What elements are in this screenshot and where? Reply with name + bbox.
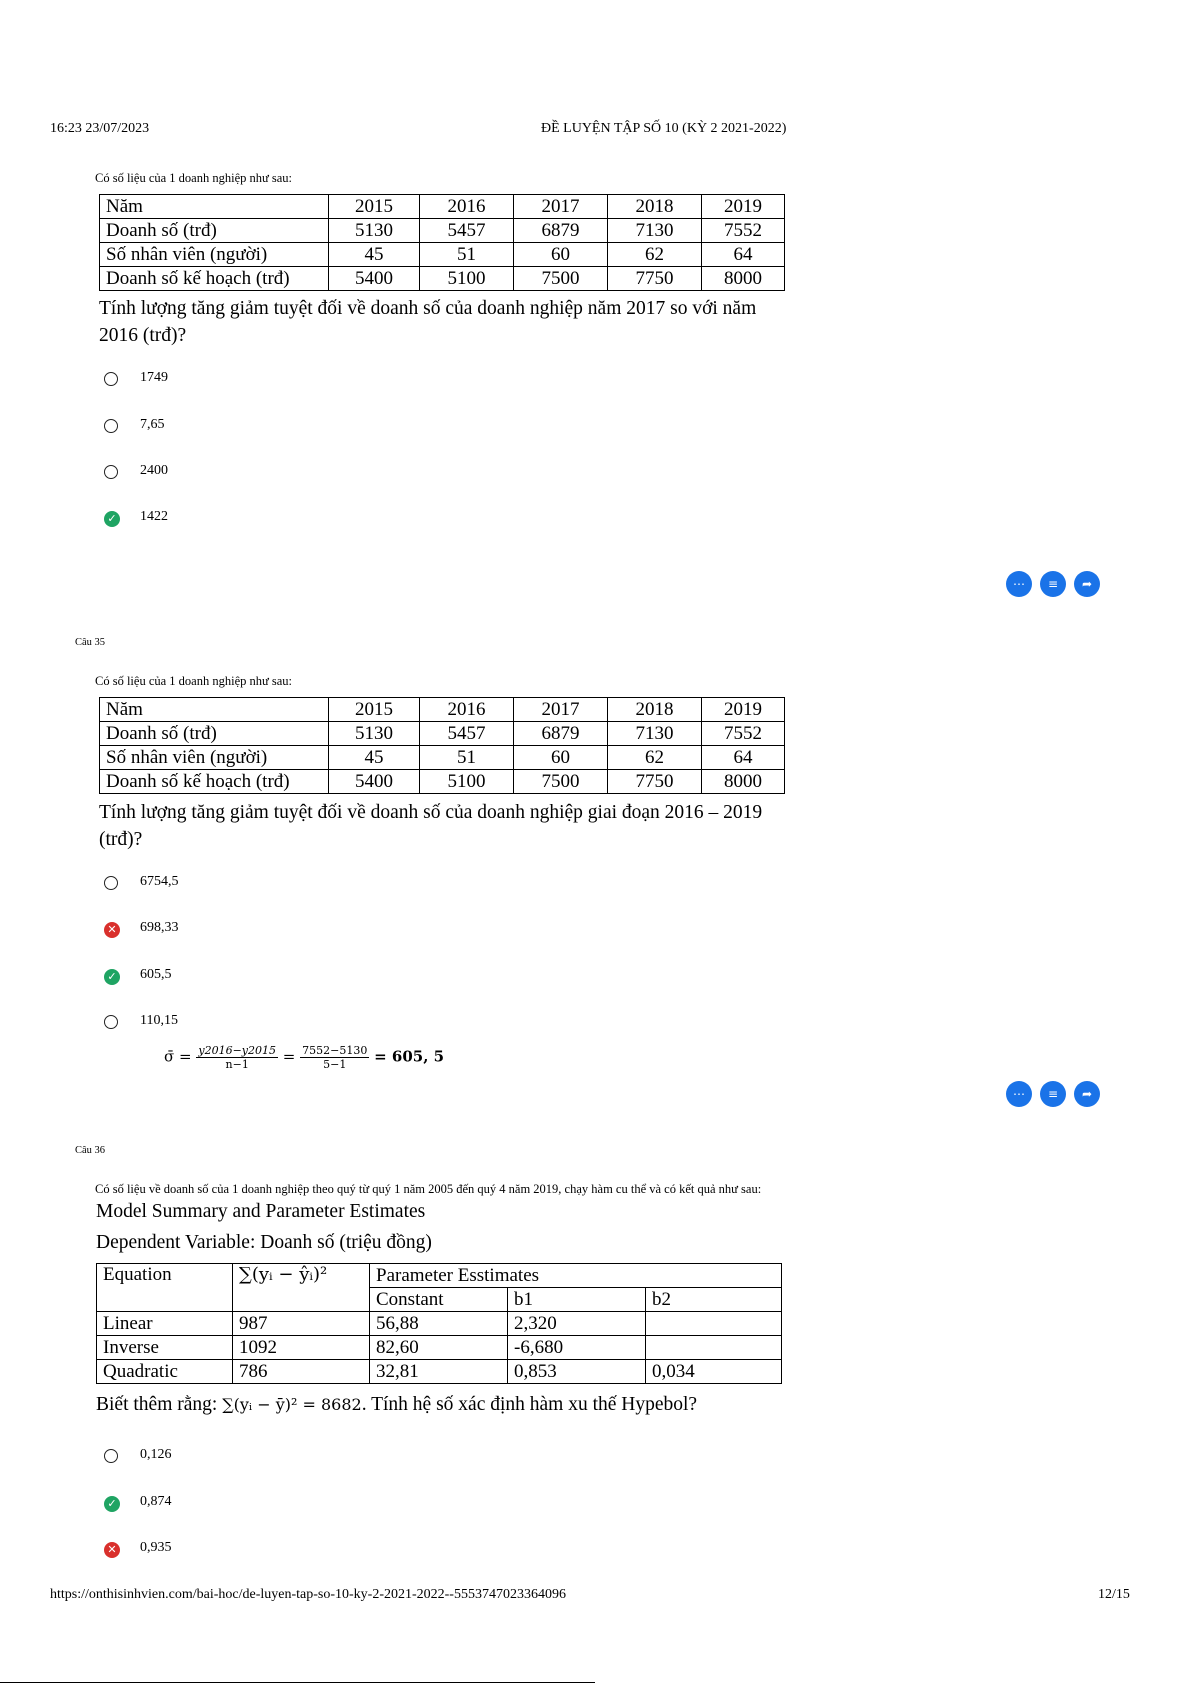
print-datetime: 16:23 23/07/2023 [50,121,150,136]
radio-empty-icon[interactable] [104,372,120,388]
q35-question: Tính lượng tăng giảm tuyệt đối về doanh số của doanh nghiệp giai đoạn 2016 – 2019 (trđ)? [99,802,763,850]
q35-label: Câu 35 [75,637,106,648]
table-cell: 2019 [702,698,785,722]
fraction-denominator: 5−1 [323,1058,347,1071]
option-label: 110,15 [140,1013,178,1028]
table-cell: 2016 [420,195,514,219]
page-number: 12/15 [1098,1587,1130,1602]
table-cell: 56,88 [370,1312,508,1336]
page-url: https://onthisinhvien.com/bai-hoc/de-luyen-tap-so-10-ky-2-2021-2022--5553747023364096 [50,1587,566,1602]
table-cell: 64 [702,746,785,770]
share-icon[interactable]: ➦ [1074,1081,1100,1107]
table-row [100,770,785,794]
table-cell: 51 [420,746,514,770]
table-cell: 5457 [420,722,514,746]
q34-question: Tính lượng tăng giảm tuyệt đối về doanh số của doanh nghiệp năm 2017 so với năm 2016 (trđ)? [99,298,757,346]
table-header-row [100,195,785,219]
q36-table-title: Model Summary and Parameter Estimates [96,1201,426,1222]
page-bottom-rule [0,1682,595,1683]
table-cell: 7130 [608,219,702,243]
table-cell: 5100 [420,770,514,794]
table-cell: -6,680 [508,1336,646,1360]
table-cell: 7130 [608,722,702,746]
table-cell: 0,853 [508,1360,646,1384]
table-cell: 2,320 [508,1312,646,1336]
option-label: 0,874 [140,1494,172,1509]
table-cell: 62 [608,746,702,770]
table-cell: 32,81 [370,1360,508,1384]
option-label: 605,5 [140,967,172,982]
q36-question [96,1394,697,1416]
correct-check-icon[interactable]: ✓ [104,969,120,985]
table-cell: Constant [370,1288,508,1312]
table-cell: 5130 [329,722,420,746]
table-cell: 2015 [329,195,420,219]
table-row [97,1360,782,1384]
table-row [100,722,785,746]
table-cell: Inverse [97,1336,233,1360]
table-cell: 2018 [608,195,702,219]
table-row [97,1312,782,1336]
table-cell: 60 [514,243,608,267]
table-cell: 7552 [702,722,785,746]
option-label: 6754,5 [140,874,179,889]
table-cell: 51 [420,243,514,267]
table-cell: 2016 [420,698,514,722]
table-cell: Equation [97,1264,233,1312]
table-cell: Số nhân viên (người) [100,243,329,267]
fraction-numerator: y2016−y2015 [198,1044,276,1057]
table-row [100,267,785,291]
table-row [100,243,785,267]
formula-result: = 605, 5 [374,1047,445,1066]
formula-fraction-1 [196,1044,278,1071]
table-cell: ∑(yᵢ − ŷᵢ)² [233,1264,370,1312]
table-cell: 64 [702,243,785,267]
table-cell: 5130 [329,219,420,243]
radio-empty-icon[interactable] [104,876,120,892]
table-cell: 45 [329,746,420,770]
table-cell: 2017 [514,195,608,219]
formula-lhs: σ̄ = [164,1047,192,1066]
table-row [100,746,785,770]
wrong-cross-icon[interactable]: ✕ [104,1542,120,1558]
note-icon[interactable]: ≡ [1040,571,1066,597]
option-label: 7,65 [140,417,165,432]
fraction-numerator: 7552−5130 [302,1044,368,1057]
table-cell: b2 [646,1288,782,1312]
table-cell: Năm [100,698,329,722]
option-label: 0,126 [140,1447,172,1462]
share-icon[interactable]: ➦ [1074,571,1100,597]
comment-icon[interactable]: ⋯ [1006,571,1032,597]
table-row [100,219,785,243]
fraction-denominator: n−1 [225,1058,249,1071]
correct-check-icon[interactable]: ✓ [104,511,120,527]
table-cell: Quadratic [97,1360,233,1384]
table-cell: 5400 [329,770,420,794]
table-cell: 2019 [702,195,785,219]
table-cell: 7750 [608,267,702,291]
q34-data-table [99,194,785,291]
correct-check-icon[interactable]: ✓ [104,1496,120,1512]
table-cell: Doanh số kế hoạch (trđ) [100,267,329,291]
comment-icon[interactable]: ⋯ [1006,1081,1032,1107]
table-cell: 7750 [608,770,702,794]
document-title: ĐỀ LUYỆN TẬP SỐ 10 (KỲ 2 2021-2022) [541,121,787,136]
table-header-row [100,698,785,722]
q36-label: Câu 36 [75,1145,106,1156]
formula-fraction-2 [300,1044,369,1071]
table-cell: 82,60 [370,1336,508,1360]
option-label: 1749 [140,370,168,385]
q35-data-table [99,697,785,794]
q36-model-table [96,1263,782,1384]
table-cell [646,1312,782,1336]
table-cell: Doanh số (trđ) [100,722,329,746]
table-header-row [97,1264,782,1288]
table-cell: 5100 [420,267,514,291]
table-cell: 7500 [514,267,608,291]
table-cell: 7552 [702,219,785,243]
table-cell: 8000 [702,770,785,794]
table-cell: 2017 [514,698,608,722]
table-cell: 45 [329,243,420,267]
q35-intro: Có số liệu của 1 doanh nghiệp như sau: [95,674,293,688]
table-cell: Parameter Esstimates [370,1264,782,1288]
q35-explanation-formula [164,1044,444,1071]
question-formula: ∑(yᵢ − ȳ)² = 8682 [222,1395,362,1414]
table-cell: Năm [100,195,329,219]
table-cell: 60 [514,746,608,770]
radio-empty-icon[interactable] [104,1449,120,1465]
wrong-cross-icon[interactable]: ✕ [104,922,120,938]
table-cell: b1 [508,1288,646,1312]
option-label: 698,33 [140,920,179,935]
q34-intro: Có số liệu của 1 doanh nghiệp như sau: [95,171,293,185]
table-cell: 1092 [233,1336,370,1360]
formula-equals: = [282,1047,296,1066]
table-cell: 6879 [514,722,608,746]
table-cell: Doanh số (trđ) [100,219,329,243]
table-cell: 2018 [608,698,702,722]
table-cell: 62 [608,243,702,267]
table-cell: Doanh số kế hoạch (trđ) [100,770,329,794]
table-cell: 5400 [329,267,420,291]
option-label: 0,935 [140,1540,172,1555]
q36-intro: Có số liệu về doanh số của 1 doanh nghiệp theo quý từ quý 1 năm 2005 đến quý 4 năm 2019, chạy hàm cu thể và có kết quả như sau: [95,1182,762,1196]
table-cell: 8000 [702,267,785,291]
question-prefix: Biết thêm rằng: [96,1394,218,1415]
table-cell: 2015 [329,698,420,722]
table-cell: 786 [233,1360,370,1384]
table-cell: Linear [97,1312,233,1336]
option-label: 1422 [140,509,168,524]
option-label: 2400 [140,463,168,478]
table-row [97,1336,782,1360]
q36-table-subtitle: Dependent Variable: Doanh số (triệu đồng) [96,1232,432,1253]
table-cell: 0,034 [646,1360,782,1384]
table-cell: 6879 [514,219,608,243]
radio-empty-icon[interactable] [104,419,120,435]
radio-empty-icon[interactable] [104,465,120,481]
table-cell: 7500 [514,770,608,794]
table-cell: 5457 [420,219,514,243]
table-cell: 987 [233,1312,370,1336]
radio-empty-icon[interactable] [104,1015,120,1031]
note-icon[interactable]: ≡ [1040,1081,1066,1107]
table-cell: Số nhân viên (người) [100,746,329,770]
question-suffix: . Tính hệ số xác định hàm xu thế Hypebol? [361,1394,698,1415]
table-cell [646,1336,782,1360]
